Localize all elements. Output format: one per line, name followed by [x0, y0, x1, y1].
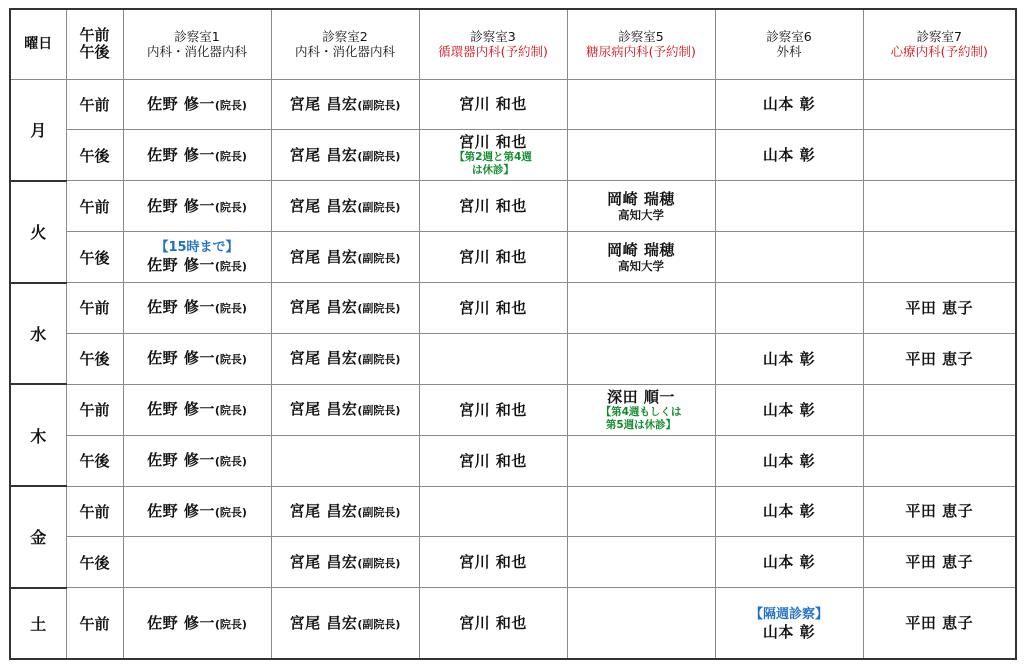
day-cell: 土	[10, 588, 66, 659]
day-cell: 月	[10, 79, 66, 181]
doctor-cell	[123, 79, 271, 130]
doctor-title: (院長)	[214, 404, 247, 418]
doctor-cell	[419, 130, 567, 181]
schedule-note: 【15時まで】	[155, 240, 239, 256]
schedule-row	[10, 181, 1016, 232]
doctor-title: (院長)	[214, 455, 247, 469]
doctor-cell	[123, 283, 271, 334]
doctor-line	[422, 401, 565, 419]
doctor-cell	[271, 588, 419, 659]
doctor-title: (院長)	[214, 617, 247, 631]
doctor-cell	[863, 588, 1016, 659]
doctor-cell	[123, 130, 271, 181]
doctor-cell	[123, 435, 271, 486]
doctor-name: 宮尾 昌宏	[289, 613, 358, 632]
doctor-cell	[567, 384, 715, 435]
doctor-cell	[567, 232, 715, 283]
doctor-line	[718, 401, 861, 419]
doctor-name: 宮尾 昌宏	[289, 94, 358, 113]
schedule-note: 【隔週診察】	[749, 606, 828, 622]
doctor-name: 宮川 和也	[459, 451, 527, 470]
doctor-cell	[863, 384, 1016, 435]
slot-cell: 午前	[66, 283, 123, 334]
day-cell: 火	[10, 181, 66, 283]
doctor-title: (院長)	[214, 98, 247, 112]
doctor-name: 宮尾 昌宏	[289, 298, 358, 317]
doctor-title: (副院長)	[357, 200, 401, 214]
doctor-name: 佐野 修一	[147, 349, 215, 368]
doctor-name: 宮川 和也	[459, 95, 527, 114]
closure-note: 【第4週もしくは	[600, 405, 682, 418]
slot-cell: 午前	[66, 384, 123, 435]
doctor-cell	[567, 435, 715, 486]
doctor-name: 山本 彰	[762, 95, 816, 114]
doctor-line	[126, 197, 269, 216]
doctor-cell	[419, 435, 567, 486]
doctor-title: (院長)	[214, 353, 247, 367]
affiliation: 高知大学	[618, 208, 664, 223]
slot-cell: 午前	[66, 486, 123, 537]
doctor-name: 平田 恵子	[905, 349, 974, 368]
doctor-line	[866, 553, 1014, 571]
doctor-name: 山本 彰	[762, 349, 816, 368]
doctor-line	[718, 502, 861, 520]
doctor-title: (副院長)	[357, 302, 401, 316]
slot-cell: 午後	[66, 130, 123, 181]
doctor-line	[422, 248, 565, 266]
doctor-name: 岡崎 瑞穂	[607, 241, 675, 260]
doctor-line	[718, 146, 861, 164]
doctor-line	[274, 502, 417, 521]
doctor-cell	[271, 130, 419, 181]
doctor-cell	[863, 130, 1016, 181]
doctor-cell	[123, 181, 271, 232]
doctor-name: 宮川 和也	[459, 248, 527, 267]
doctor-title: (副院長)	[357, 98, 401, 112]
doctor-cell	[419, 79, 567, 130]
slot-cell: 午後	[66, 537, 123, 588]
schedule-row	[10, 283, 1016, 334]
doctor-cell	[123, 537, 271, 588]
schedule-row	[10, 79, 1016, 130]
day-cell: 金	[10, 486, 66, 588]
doctor-name: 平田 恵子	[905, 298, 974, 317]
doctor-title: (院長)	[214, 200, 247, 214]
doctor-line	[422, 299, 565, 317]
doctor-cell	[567, 283, 715, 334]
schedule-body	[10, 79, 1016, 659]
doctor-title: (院長)	[214, 505, 247, 519]
header-room-3: 診察室3 循環器内科(予約制)	[419, 9, 567, 79]
doctor-name: 宮尾 昌宏	[289, 501, 358, 520]
doctor-line	[126, 298, 269, 317]
doctor-line	[422, 614, 565, 632]
header-room-7: 診察室7 心療内科(予約制)	[863, 9, 1016, 79]
doctor-name: 宮尾 昌宏	[289, 247, 358, 266]
doctor-cell	[567, 486, 715, 537]
doctor-cell	[715, 486, 863, 537]
doctor-name: 佐野 修一	[147, 298, 215, 317]
doctor-name: 宮川 和也	[459, 553, 527, 572]
doctor-name: 宮尾 昌宏	[289, 145, 358, 164]
schedule-row	[10, 232, 1016, 283]
schedule-row	[10, 435, 1016, 486]
doctor-cell	[419, 333, 567, 384]
doctor-cell	[271, 283, 419, 334]
doctor-title: (副院長)	[357, 556, 401, 570]
schedule-row	[10, 384, 1016, 435]
doctor-cell	[863, 333, 1016, 384]
doctor-line	[570, 241, 713, 259]
doctor-line	[126, 256, 269, 275]
doctor-cell	[271, 537, 419, 588]
doctor-name: 平田 恵子	[905, 553, 974, 572]
slot-cell: 午後	[66, 232, 123, 283]
doctor-cell	[271, 333, 419, 384]
affiliation: 高知大学	[618, 259, 664, 274]
doctor-line	[126, 146, 269, 165]
doctor-line	[422, 452, 565, 470]
doctor-cell	[419, 537, 567, 588]
doctor-line	[274, 197, 417, 216]
doctor-cell	[715, 181, 863, 232]
doctor-line	[126, 502, 269, 521]
doctor-cell	[123, 486, 271, 537]
doctor-title: (副院長)	[357, 353, 401, 367]
doctor-name: 岡崎 瑞穂	[607, 190, 675, 209]
doctor-name: 宮尾 昌宏	[289, 196, 358, 215]
doctor-line	[274, 349, 417, 368]
doctor-cell	[863, 232, 1016, 283]
doctor-name: 山本 彰	[762, 400, 816, 419]
doctor-name: 山本 彰	[762, 553, 816, 572]
doctor-name: 佐野 修一	[147, 145, 215, 164]
doctor-cell	[863, 181, 1016, 232]
consultation-schedule-table	[9, 8, 1017, 660]
doctor-line	[718, 623, 861, 641]
slot-cell: 午前	[66, 588, 123, 659]
doctor-line	[274, 614, 417, 633]
doctor-name: 山本 彰	[762, 146, 816, 165]
header-room-5: 診察室5 糖尿病内科(予約制)	[567, 9, 715, 79]
doctor-title: (副院長)	[357, 617, 401, 631]
doctor-cell	[271, 486, 419, 537]
doctor-name: 宮川 和也	[459, 197, 527, 216]
doctor-line	[718, 95, 861, 113]
day-cell: 木	[10, 384, 66, 486]
doctor-cell	[271, 384, 419, 435]
doctor-name: 佐野 修一	[147, 196, 215, 215]
doctor-cell	[271, 435, 419, 486]
doctor-cell	[123, 232, 271, 283]
slot-cell: 午後	[66, 333, 123, 384]
slot-cell: 午前	[66, 181, 123, 232]
doctor-cell	[567, 588, 715, 659]
doctor-cell	[419, 232, 567, 283]
doctor-line	[274, 298, 417, 317]
doctor-cell	[419, 588, 567, 659]
doctor-cell	[715, 79, 863, 130]
doctor-name: 佐野 修一	[147, 400, 215, 419]
schedule-row	[10, 130, 1016, 181]
doctor-line	[274, 400, 417, 419]
header-room-1: 診察室1 内科・消化器内科	[123, 9, 271, 79]
doctor-name: 平田 恵子	[905, 614, 974, 633]
doctor-name: 宮川 和也	[459, 614, 527, 633]
doctor-name: 平田 恵子	[905, 502, 974, 521]
doctor-name: 佐野 修一	[147, 451, 215, 470]
doctor-cell	[271, 181, 419, 232]
doctor-line	[570, 190, 713, 208]
doctor-line	[422, 553, 565, 571]
doctor-line	[422, 95, 565, 113]
doctor-title: (院長)	[214, 260, 247, 274]
doctor-line	[274, 248, 417, 267]
doctor-cell	[567, 333, 715, 384]
doctor-cell	[567, 181, 715, 232]
header-room-2: 診察室2 内科・消化器内科	[271, 9, 419, 79]
doctor-cell	[715, 232, 863, 283]
doctor-line	[718, 350, 861, 368]
schedule-row	[10, 537, 1016, 588]
doctor-name: 山本 彰	[762, 502, 816, 521]
doctor-cell	[715, 384, 863, 435]
doctor-name: 宮川 和也	[459, 133, 527, 152]
doctor-line	[274, 146, 417, 165]
doctor-cell	[863, 283, 1016, 334]
doctor-line	[718, 553, 861, 571]
header-room-6: 診察室6 外科	[715, 9, 863, 79]
doctor-line	[126, 614, 269, 633]
closure-note: は休診】	[472, 164, 514, 177]
slot-cell: 午後	[66, 435, 123, 486]
doctor-cell	[123, 588, 271, 659]
doctor-name: 深田 順一	[607, 387, 675, 406]
doctor-line	[126, 349, 269, 368]
doctor-name: 佐野 修一	[147, 94, 215, 113]
doctor-name: 宮尾 昌宏	[289, 400, 358, 419]
doctor-cell	[419, 486, 567, 537]
header-ampm: 午前 午後	[66, 9, 123, 79]
doctor-cell	[123, 333, 271, 384]
doctor-cell	[271, 79, 419, 130]
doctor-name: 佐野 修一	[147, 501, 215, 520]
doctor-line	[866, 614, 1014, 632]
doctor-line	[570, 388, 713, 406]
doctor-line	[422, 133, 565, 151]
doctor-title: (副院長)	[357, 404, 401, 418]
day-cell: 水	[10, 283, 66, 385]
doctor-cell	[419, 181, 567, 232]
doctor-title: (院長)	[214, 302, 247, 316]
doctor-cell	[567, 130, 715, 181]
doctor-cell	[863, 79, 1016, 130]
doctor-title: (副院長)	[357, 149, 401, 163]
slot-cell: 午前	[66, 79, 123, 130]
doctor-cell	[863, 537, 1016, 588]
doctor-cell	[715, 333, 863, 384]
schedule-row	[10, 588, 1016, 659]
doctor-cell	[715, 537, 863, 588]
doctor-cell	[567, 79, 715, 130]
doctor-line	[274, 95, 417, 114]
doctor-cell	[715, 588, 863, 659]
doctor-name: 佐野 修一	[147, 256, 215, 275]
doctor-name: 佐野 修一	[147, 613, 215, 632]
doctor-title: (副院長)	[357, 505, 401, 519]
doctor-cell	[715, 130, 863, 181]
doctor-line	[866, 299, 1014, 317]
doctor-name: 山本 彰	[762, 451, 816, 470]
doctor-cell	[419, 384, 567, 435]
doctor-name: 宮川 和也	[459, 400, 527, 419]
doctor-name: 山本 彰	[762, 622, 816, 641]
doctor-name: 宮川 和也	[459, 298, 527, 317]
schedule-row	[10, 486, 1016, 537]
doctor-name: 宮尾 昌宏	[289, 349, 358, 368]
doctor-cell	[715, 283, 863, 334]
doctor-cell	[715, 435, 863, 486]
doctor-title: (副院長)	[357, 251, 401, 265]
doctor-name: 宮尾 昌宏	[289, 552, 358, 571]
doctor-line	[718, 452, 861, 470]
doctor-cell	[123, 384, 271, 435]
closure-note: 第5週は休診】	[605, 418, 677, 431]
schedule-row	[10, 333, 1016, 384]
doctor-cell	[271, 232, 419, 283]
closure-note: 【第2週と第4週	[454, 151, 532, 164]
doctor-line	[126, 400, 269, 419]
doctor-cell	[419, 283, 567, 334]
doctor-line	[422, 197, 565, 215]
doctor-cell	[863, 435, 1016, 486]
header-row	[10, 9, 1016, 79]
header-day: 曜日	[10, 9, 66, 79]
doctor-line	[126, 95, 269, 114]
doctor-line	[866, 502, 1014, 520]
doctor-line	[274, 553, 417, 572]
doctor-line	[126, 451, 269, 470]
doctor-line	[866, 350, 1014, 368]
doctor-cell	[567, 537, 715, 588]
doctor-cell	[863, 486, 1016, 537]
doctor-title: (院長)	[214, 149, 247, 163]
